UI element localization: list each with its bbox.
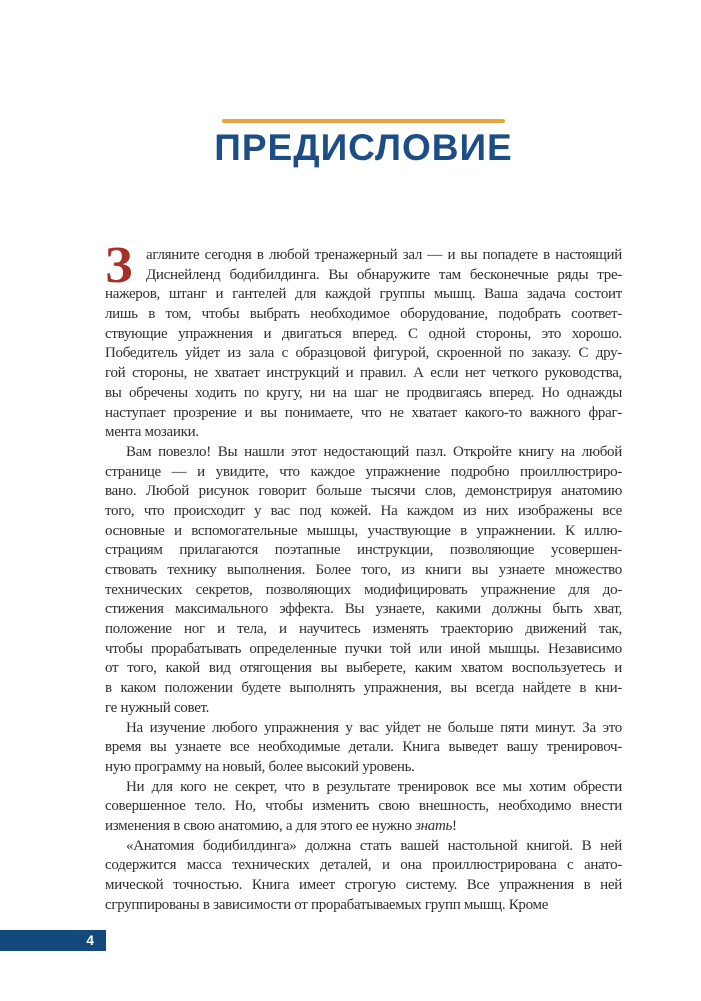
text-line: стижения максимального эффекта. Вы узнаете, какими должны быть хват, xyxy=(105,601,622,618)
text-line: Ни для кого не секрет, что в результате тренировок все мы хотим обрести xyxy=(126,778,622,795)
text-line: лишь в том, чтобы выбрать необходимое оборудование, подобрать соответ- xyxy=(105,306,622,323)
text-line: изменения в свою анатомию, а для этого ее нужно знать! xyxy=(105,817,457,834)
text-line: наступает прозрение и вы понимаете, что не хватает какого-то важного фраг- xyxy=(105,404,622,421)
text-line: мической точностью. Книга имеет строгую систему. Все упражнения в ней xyxy=(105,877,622,893)
text-line: основные и вспомогательные мышцы, участвующие в упражнении. К иллю- xyxy=(105,522,622,539)
text-line: гой стороны, не хватает инструкций и правил. А если нет четкого руководства, xyxy=(105,365,622,382)
text-line: в каком положении будете выполнять упражнения, вы всегда найдете в кни- xyxy=(105,680,622,697)
paragraph xyxy=(105,443,622,719)
preface-body xyxy=(105,237,622,915)
text-line: чтобы прорабатывать определенные пучки той или иной мышцы. Независимо xyxy=(105,640,622,657)
text-line: сгруппированы в зависимости от прорабатываемых групп мышц. Кроме xyxy=(105,896,549,913)
chapter-title: ПРЕДИСЛОВИЕ xyxy=(214,127,513,168)
text-line: ге нужный совет. xyxy=(105,699,210,716)
text-line: время вы узнаете все необходимые детали. Книга выведет вашу тренировоч- xyxy=(105,739,622,756)
text-line: агляните сегодня в любой тренажерный зал — и вы попадете в настоящий xyxy=(146,247,622,263)
text-line: Диснейленд бодибилдинга. Вы обнаружите там бесконечные ряды тре- xyxy=(146,266,622,283)
paragraph xyxy=(105,237,622,443)
page-number: 4 xyxy=(86,932,94,948)
text-line: странице — и увидите, что каждое упражнение подробно проиллюстриро- xyxy=(105,463,622,480)
text-line: того, что происходит у вас под кожей. На каждом из них изображены все xyxy=(105,502,622,519)
text-line: Победитель уйдет из зала с образцовой фигурой, скроенной по заказу. С дру- xyxy=(105,345,622,362)
text-line: нажеров, штанг и гантелей для каждой группы мышц. Ваша задача состоит xyxy=(105,286,622,303)
text-line: вано. Любой рисунок говорит больше тысячи слов, демонстрируя анатомию xyxy=(105,483,622,500)
footer-page-bar xyxy=(0,930,106,951)
text-line: страциям прилагаются поэтапные инструкции, позволяющие усовершен- xyxy=(105,542,622,559)
text-line: На изучение любого упражнения у вас уйдет не больше пяти минут. За это xyxy=(126,719,622,736)
paragraph xyxy=(105,837,622,916)
chapter-header xyxy=(105,119,622,167)
drop-cap: З xyxy=(105,237,133,294)
text-line: ствующие упражнения и двигаться вперед. С одной стороны, это хорошо. xyxy=(105,325,622,342)
paragraph xyxy=(105,778,622,837)
text-line: Вам повезло! Вы нашли этот недостающий пазл. Откройте книгу на любой xyxy=(126,443,622,460)
text-line: ствовать технику выполнения. Более того, из книги вы узнаете множество xyxy=(105,562,622,578)
text-line: мента мозаики. xyxy=(105,424,199,441)
text-line: вы обречены ходить по кругу, ни на шаг не продвигаясь вперед. Но однажды xyxy=(105,384,622,401)
text-line: содержится масса технических деталей, и она проиллюстрирована с анато- xyxy=(105,857,622,874)
text-line: технических секретов, позволяющих модифицировать упражнение для до- xyxy=(105,581,622,598)
text-line: положение ног и тела, и научитесь изменять траекторию движений так, xyxy=(105,621,622,638)
title-accent-rule xyxy=(222,119,505,123)
text-line: совершенное тело. Но, чтобы изменить свою внешность, необходимо внести xyxy=(105,798,622,815)
text-line: «Анатомия бодибилдинга» должна стать вашей настольной книгой. В ней xyxy=(126,837,622,854)
text-line: от того, какой вид отягощения вы выберете, каким хватом воспользуетесь и xyxy=(105,660,622,677)
text-line: ную программу на новый, более высокий уровень. xyxy=(105,758,415,775)
paragraph xyxy=(105,719,622,778)
